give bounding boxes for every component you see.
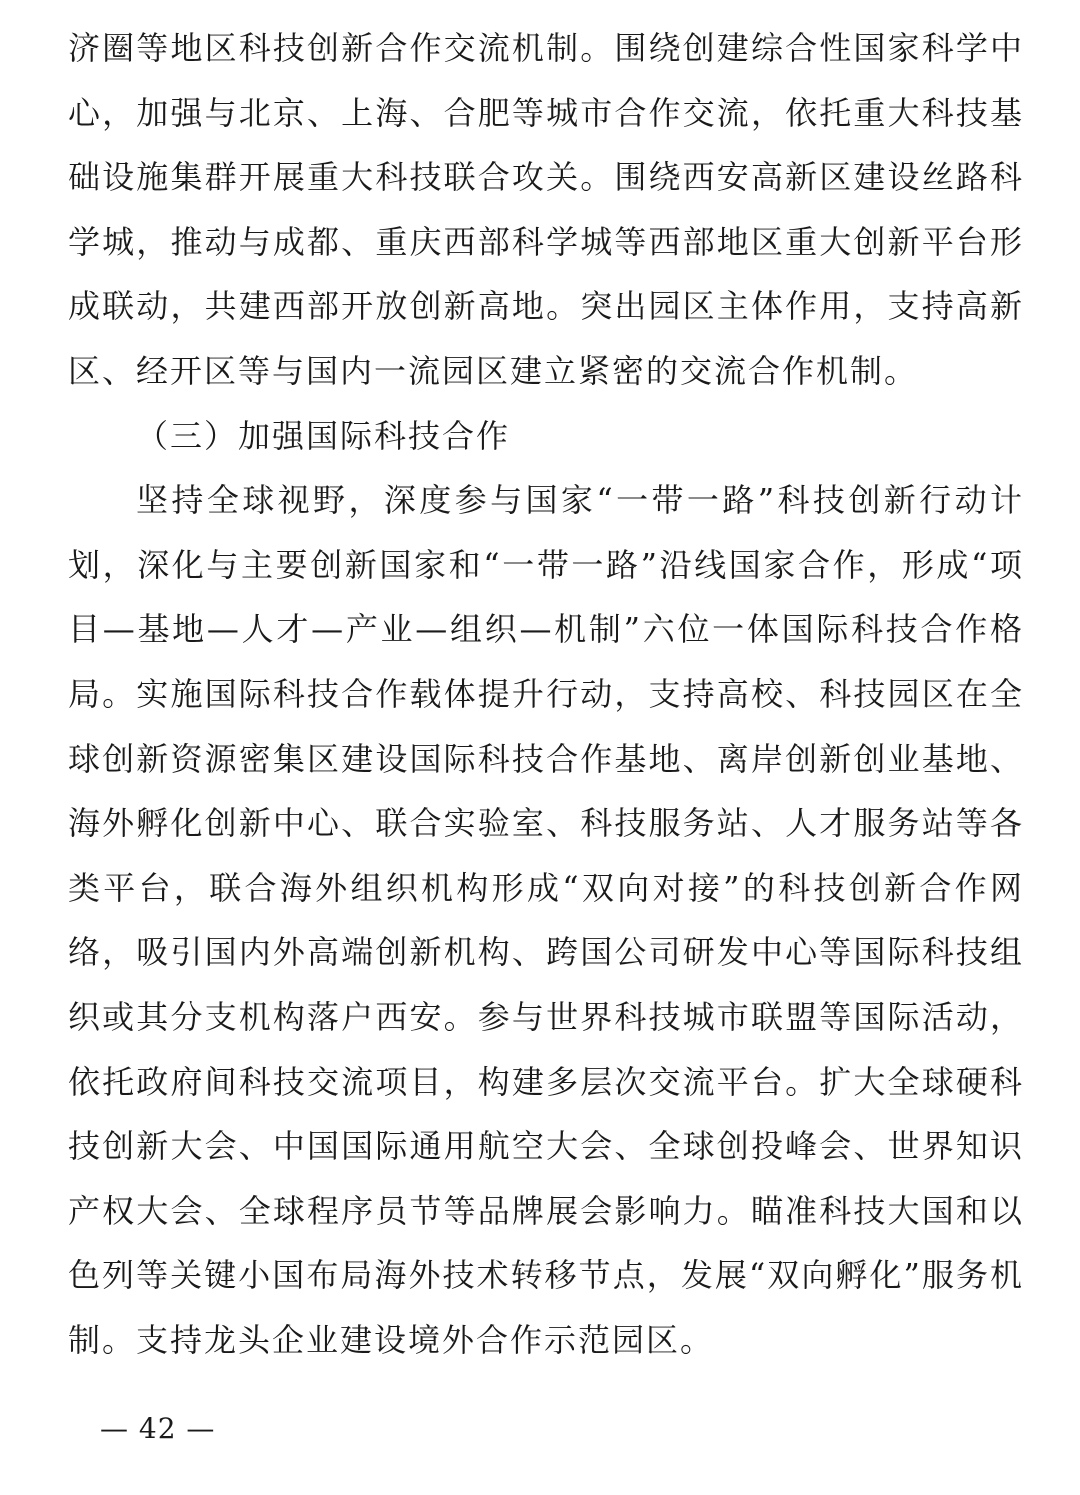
- page-number: — 42 —: [100, 1412, 216, 1445]
- continued-paragraph: 济圈等地区科技创新合作交流机制。围绕创建综合性国家科学中心，加强与北京、上海、合肥等城市合作交流，依托重大科技基础设施集群开展重大科技联合攻关。围绕西安高新区建设丝路科学城，推动与成都、重庆西部科学城等西部地区重大创新平台形成联动，共建西部开放创新高地。突出园区主体作用，支持高新区、经开区等与国内一流园区建立紧密的交流合作机制。: [68, 29, 1024, 390]
- main-paragraph: 坚持全球视野，深度参与国家“一带一路”科技创新行动计划，深化与主要创新国家和“一带一路”沿线国家合作，形成“项目—基地—人才—产业—组织—机制”六位一体国际科技合作格局。实施国际科技合作载体提升行动，支持高校、科技园区在全球创新资源密集区建设国际科技合作基地、离岸创新创业基地、海外孵化创新中心、联合实验室、科技服务站、人才服务站等各类平台，联合海外组织机构形成“双向对接”的科技创新合作网络，吸引国内外高端创新机构、跨国公司研发中心等国际科技组织或其分支机构落户西安。参与世界科技城市联盟等国际活动，依托政府间科技交流项目，构建多层次交流平台。扩大全球硬科技创新大会、中国国际通用航空大会、全球创投峰会、世界知识产权大会、全球程序员节等品牌展会影响力。瞄准科技大国和以色列等关键小国布局海外技术转移节点，发展“双向孵化”服务机制。支持龙头企业建设境外合作示范园区。: [68, 481, 1024, 1359]
- section-heading: （三）加强国际科技合作: [136, 416, 511, 455]
- body-text: [68, 16, 1024, 1372]
